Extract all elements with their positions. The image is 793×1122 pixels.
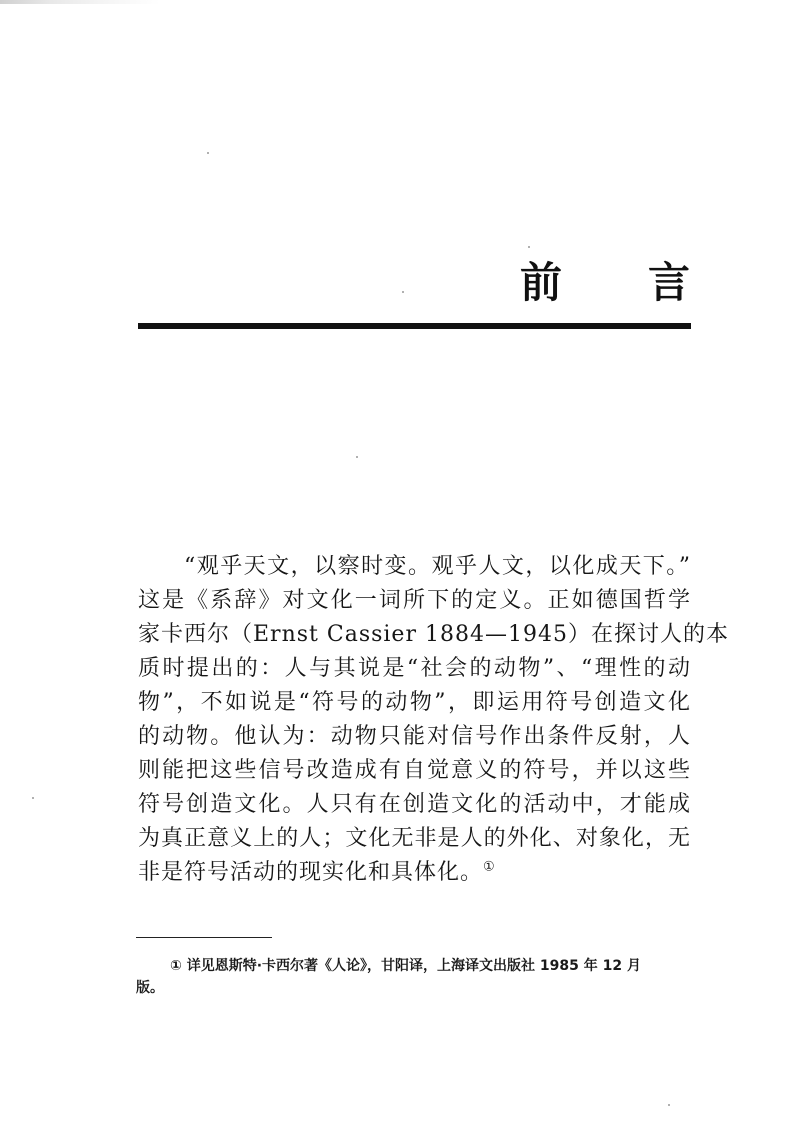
title-divider bbox=[138, 323, 691, 329]
title-char-2: 言 bbox=[647, 258, 690, 307]
paragraph-line: 为真正意义上的人；文化无非是人的外化、对象化，无 bbox=[138, 826, 691, 851]
paragraph-line-text: 非是符号活动的现实化和具体化。 bbox=[138, 860, 484, 885]
footnote-divider bbox=[136, 937, 272, 938]
body-paragraph bbox=[138, 550, 729, 890]
scan-speck bbox=[207, 152, 209, 154]
paragraph-line: 符号创造文化。人只有在创造文化的活动中，才能成 bbox=[138, 792, 691, 817]
scan-speck bbox=[528, 246, 530, 248]
paragraph-line-last bbox=[138, 856, 691, 890]
paragraph-line: 这是《系辞》对文化一词所下的定义。正如德国哲学 bbox=[138, 588, 691, 613]
scan-speck bbox=[668, 1104, 670, 1106]
title-char-1: 前 bbox=[520, 258, 563, 307]
paragraph-line: “观乎天文，以察时变。观乎人文，以化成天下。” bbox=[184, 554, 691, 579]
scan-speck bbox=[356, 456, 358, 458]
footnote-line-1: ① 详见恩斯特·卡西尔著《人论》，甘阳译，上海译文出版社 1985 年 12 月 bbox=[170, 958, 641, 974]
paragraph-line: 的动物。他认为：动物只能对信号作出条件反射，人 bbox=[138, 724, 691, 749]
page-title bbox=[520, 258, 690, 308]
paragraph-line: 则能把这些信号改造成有自觉意义的符号，并以这些 bbox=[138, 758, 691, 783]
paragraph-line: 物”，不如说是“符号的动物”，即运用符号创造文化 bbox=[138, 690, 691, 715]
paragraph-line: 质时提出的：人与其说是“社会的动物”、“理性的动 bbox=[138, 656, 691, 681]
scan-speck bbox=[402, 291, 404, 293]
footnote-line-2: 版。 bbox=[136, 980, 164, 996]
footnote-reference[interactable]: ① bbox=[483, 859, 496, 875]
scan-artifact bbox=[0, 0, 160, 4]
paragraph-line: 家卡西尔（Ernst Cassier 1884—1945）在探讨人的本 bbox=[138, 622, 729, 647]
scan-speck bbox=[32, 797, 34, 799]
footnote bbox=[136, 955, 696, 999]
